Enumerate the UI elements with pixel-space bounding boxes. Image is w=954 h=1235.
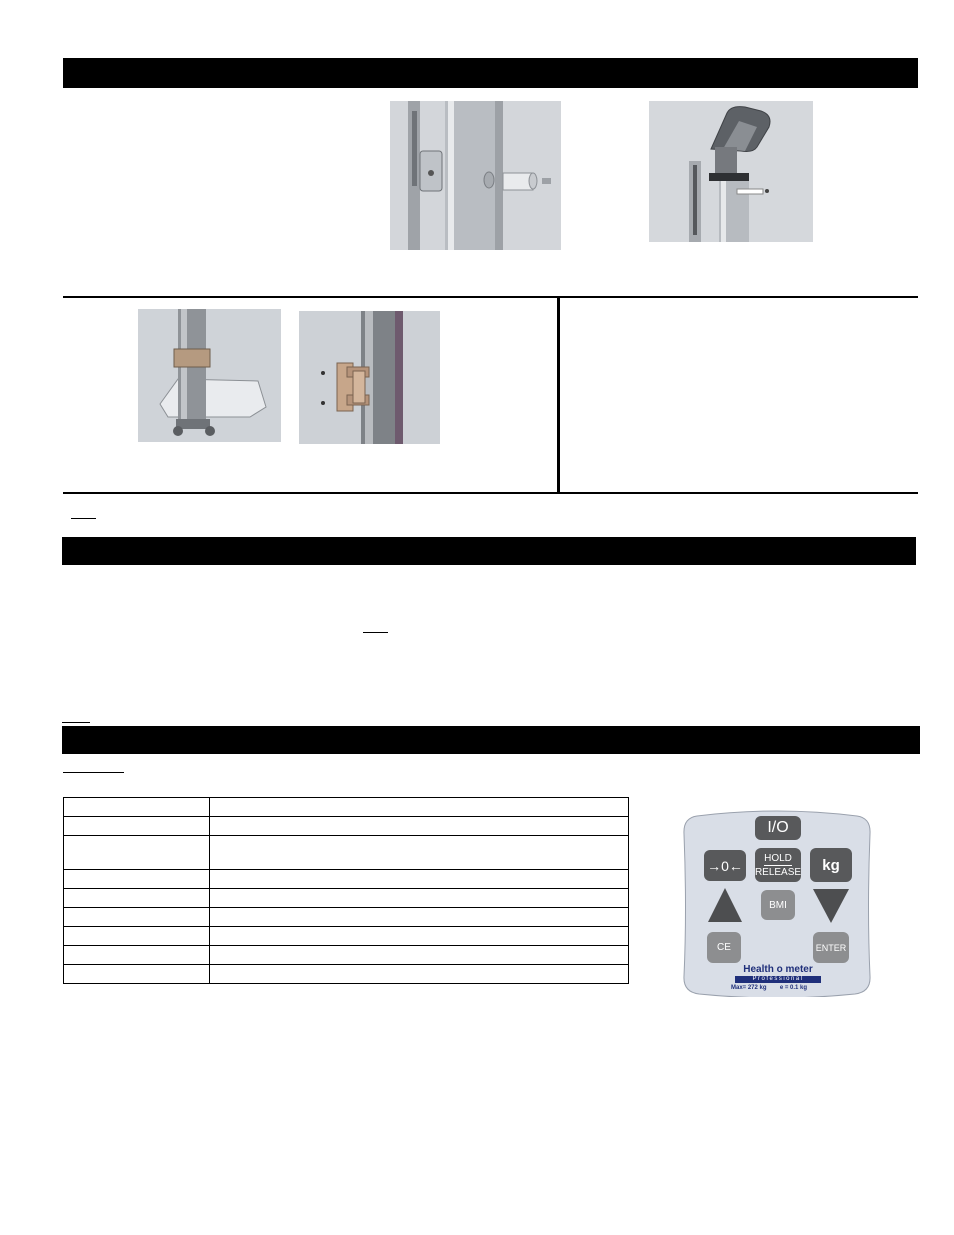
table-row bbox=[64, 927, 629, 946]
zero-button[interactable] bbox=[704, 850, 746, 881]
table-cell bbox=[210, 836, 629, 870]
table-cell bbox=[64, 946, 210, 965]
table-cell bbox=[64, 889, 210, 908]
power-button[interactable] bbox=[755, 816, 801, 840]
brand-logo bbox=[735, 964, 821, 983]
enter-button[interactable] bbox=[813, 932, 849, 963]
enter-button-label: ENTER bbox=[815, 942, 847, 953]
assembly-photo-bracket bbox=[299, 311, 440, 444]
assembly-photo-base bbox=[138, 309, 281, 442]
table-cell bbox=[64, 965, 210, 984]
table-row bbox=[64, 946, 629, 965]
table-cell bbox=[210, 927, 629, 946]
table-row bbox=[64, 889, 629, 908]
table-row bbox=[64, 836, 629, 870]
table-cell bbox=[64, 908, 210, 927]
table-cell bbox=[210, 870, 629, 889]
table-cell bbox=[210, 817, 629, 836]
assembly-photo-head bbox=[649, 101, 813, 242]
section-header-bar-1 bbox=[63, 58, 918, 88]
table-row bbox=[64, 908, 629, 927]
bmi-button[interactable] bbox=[761, 890, 795, 920]
table-row bbox=[64, 965, 629, 984]
bmi-button-label: BMI bbox=[769, 899, 787, 911]
table-row bbox=[64, 870, 629, 889]
down-arrow-icon[interactable] bbox=[813, 889, 849, 923]
zero-button-label: →0← bbox=[707, 857, 743, 874]
up-arrow-icon[interactable] bbox=[708, 888, 742, 922]
unit-button-label: kg bbox=[822, 856, 840, 874]
divider-top bbox=[63, 296, 918, 298]
underline-mark-3 bbox=[62, 722, 90, 723]
hold-label: HOLD bbox=[764, 852, 792, 864]
brand-subtitle: Professional bbox=[735, 976, 821, 983]
section-header-bar-2 bbox=[62, 537, 916, 565]
underline-mark-4 bbox=[63, 772, 124, 773]
table-row bbox=[64, 798, 629, 817]
table-cell bbox=[210, 889, 629, 908]
capacity-line bbox=[731, 985, 841, 991]
brand-name: Health o meter bbox=[743, 964, 813, 975]
underline-mark-1 bbox=[71, 518, 96, 519]
table-cell bbox=[64, 927, 210, 946]
table-row bbox=[64, 817, 629, 836]
table-cell bbox=[64, 870, 210, 889]
division-value: e = 0.1 kg bbox=[779, 985, 808, 991]
unit-button[interactable] bbox=[810, 848, 852, 882]
table-cell bbox=[64, 836, 210, 870]
power-button-label: I/O bbox=[767, 819, 789, 836]
hold-release-button[interactable] bbox=[755, 848, 801, 882]
table-cell bbox=[64, 817, 210, 836]
release-label: RELEASE bbox=[754, 866, 802, 878]
ce-button[interactable] bbox=[707, 932, 741, 963]
table-cell bbox=[210, 946, 629, 965]
divider-vertical bbox=[557, 297, 560, 493]
assembly-photo-spacer bbox=[390, 101, 561, 250]
table-cell bbox=[64, 798, 210, 817]
max-capacity: Max= 272 kg bbox=[731, 985, 767, 991]
underline-mark-2 bbox=[363, 632, 388, 633]
table-cell bbox=[210, 908, 629, 927]
keypad-panel bbox=[683, 810, 871, 997]
table-cell bbox=[210, 798, 629, 817]
table-cell bbox=[210, 965, 629, 984]
section-header-bar-3 bbox=[62, 726, 920, 754]
ce-button-label: CE bbox=[717, 942, 731, 953]
divider-bottom bbox=[63, 492, 918, 494]
spec-table bbox=[63, 797, 629, 984]
